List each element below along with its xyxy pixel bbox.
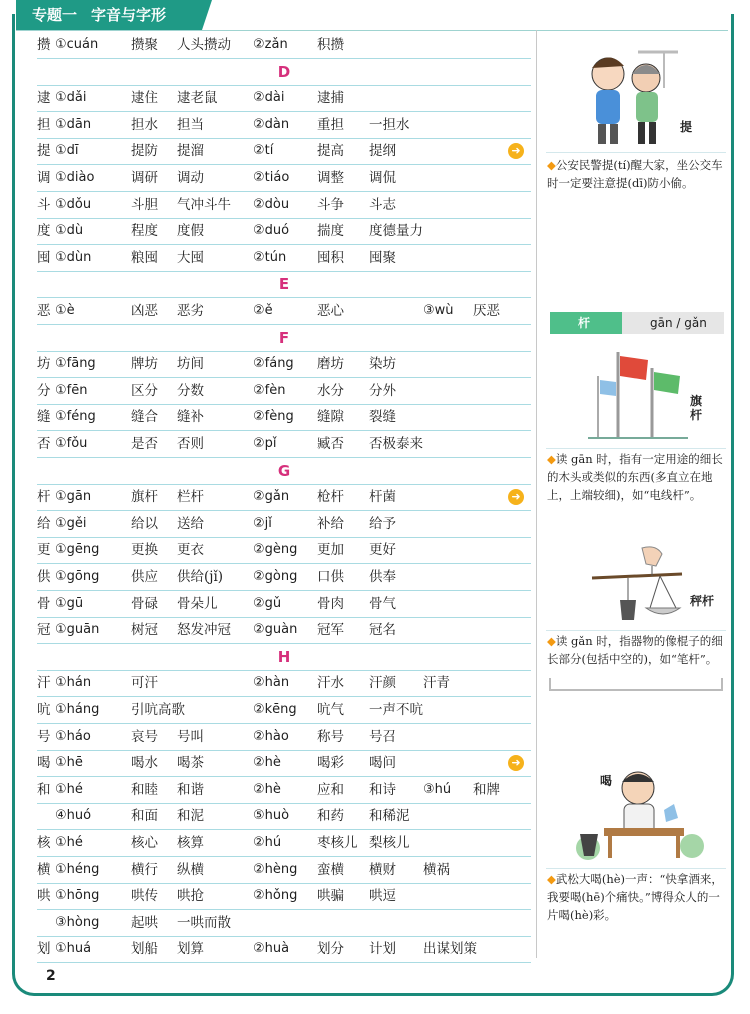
cell-r1: ①è: [55, 303, 75, 318]
cell-ch: 号: [37, 728, 51, 745]
cell-r1: ①guān: [55, 622, 100, 638]
cell-w2: 更衣: [177, 542, 204, 559]
cell-w2: 栏杆: [177, 489, 204, 506]
side-rule: [546, 152, 726, 153]
cell-w2: 气冲斗牛: [177, 196, 231, 213]
cell-w4: 提纲: [369, 143, 396, 160]
cell-ch: 划: [37, 941, 51, 958]
cell-w3: 囤积: [317, 249, 344, 266]
cell-r1: ①dǎi: [55, 90, 87, 106]
gan-note2: [547, 632, 727, 668]
cell-w2: 和泥: [177, 808, 204, 825]
section-letter: E: [37, 271, 531, 298]
cell-ch: 供: [37, 569, 51, 585]
cell-w1: 提防: [131, 143, 158, 160]
table-row: [37, 670, 531, 697]
cell-w2: 大囤: [177, 249, 204, 266]
cell-r2: ②dòu: [253, 196, 290, 212]
cell-ch: 哄: [37, 888, 51, 905]
cell-w4: 汗颜: [369, 675, 396, 692]
cell-w1: 起哄: [131, 914, 158, 931]
cell-w2: 提溜: [177, 143, 204, 160]
cell-r1: ①cuán: [55, 37, 99, 52]
cell-r2: ②huà: [253, 941, 290, 957]
cell-w4: 更好: [369, 542, 396, 559]
table-row: [37, 431, 531, 458]
cell-w1: 哀号: [131, 728, 158, 745]
cell-w1: 横行: [131, 861, 158, 878]
cell-w1: 可汗: [131, 675, 158, 692]
cell-w2: 人头攒动: [177, 37, 231, 53]
section-title: 字音与字形: [91, 6, 167, 24]
cell-w4: 调侃: [369, 170, 396, 186]
cell-w1: 凶恶: [131, 303, 158, 319]
cell-w2: 逮老鼠: [177, 90, 218, 107]
cell-w3: 缝隙: [317, 409, 344, 426]
cell-w2: 骨朵儿: [177, 595, 218, 612]
arrow-right-icon: ➜: [508, 143, 524, 159]
wusong-drinking-illustration: [574, 764, 704, 864]
cell-w1: 骨碌: [131, 595, 158, 612]
cell-w4: 冠名: [369, 622, 396, 639]
cell-w2: 坊间: [177, 356, 204, 373]
cell-w1: 担水: [131, 116, 158, 133]
cell-ch: 否: [37, 436, 51, 452]
cell-w4: 杆菌: [369, 489, 396, 506]
cell-w1: 缝合: [131, 409, 158, 426]
cell-w5: 横祸: [423, 861, 450, 878]
cell-w3: 吭气: [317, 702, 344, 718]
table-row: [37, 750, 531, 777]
cell-w2: 供给(jǐ): [177, 569, 224, 585]
cell-w1: 供应: [131, 569, 158, 585]
cell-w1: 树冠: [131, 622, 158, 639]
cell-r1: ①hé: [55, 781, 83, 797]
cell-r1: ④huó: [55, 808, 92, 824]
cell-r2: ⑤huò: [253, 808, 290, 824]
cell-r2: ②hè: [253, 781, 281, 797]
cell-r1: ①gěi: [55, 515, 87, 531]
cell-w4: 分外: [369, 382, 396, 399]
cell-r1: ①diào: [55, 170, 95, 185]
cell-ch: 攒: [37, 37, 51, 53]
table-row: [37, 245, 531, 272]
cell-w2: 哄抢: [177, 888, 204, 905]
table-row: [37, 85, 531, 112]
he-caption: 喝: [600, 774, 613, 788]
side-rule: [546, 630, 726, 631]
cell-w4: 度德量力: [369, 223, 423, 240]
table-row: [37, 564, 531, 591]
table-row: [37, 777, 531, 804]
cell-w3: 磨坊: [317, 356, 344, 373]
table-row: [37, 32, 531, 59]
cell-r1: ①dù: [55, 223, 84, 239]
cell-r1: ①fēn: [55, 382, 88, 398]
cell-w3: 汗水: [317, 675, 344, 692]
cell-w2: 核算: [177, 835, 204, 851]
diamond-icon: ◆: [547, 452, 556, 466]
cell-ch: 吭: [37, 702, 51, 718]
cell-ch: 坊: [37, 356, 51, 373]
cell-w1: 程度: [131, 223, 158, 240]
cell-w2: 和谐: [177, 781, 204, 798]
cell-w4: 梨核儿: [369, 835, 410, 851]
cell-w5: 汗青: [423, 675, 450, 692]
cell-ch: 和: [37, 781, 51, 798]
cell-w3: 更加: [317, 542, 344, 559]
section-letter: H: [37, 644, 531, 671]
cell-r2: ②gǎn: [253, 489, 290, 505]
diamond-icon: ◆: [547, 158, 556, 172]
gan-caption1: 旗杆: [690, 394, 703, 422]
table-row: [37, 351, 531, 378]
cell-w4: 供奉: [369, 569, 396, 585]
cell-r2: ②hèng: [253, 861, 298, 877]
he-note: [547, 870, 727, 924]
table-row: [37, 378, 531, 405]
table-row: [37, 218, 531, 245]
cell-w1: 攒聚: [131, 37, 158, 53]
cell-w1: 核心: [131, 835, 158, 851]
cell-w1: 区分: [131, 382, 158, 399]
cell-r1: ①féng: [55, 409, 96, 425]
cell-r2: ②guàn: [253, 622, 298, 638]
gan-topic-pinyin: gān / gǎn: [650, 316, 707, 330]
cell-w1: 旗杆: [131, 489, 158, 506]
cell-ch: 喝: [37, 755, 51, 772]
cell-w2: 号叫: [177, 728, 204, 745]
cell-r1: ①háng: [55, 702, 100, 717]
ti-caption: 提: [680, 120, 693, 134]
cell-w3: 补给: [317, 515, 344, 532]
cell-w3: 骨肉: [317, 595, 344, 612]
cell-r1: ①háo: [55, 728, 91, 744]
cell-r1: ①huá: [55, 941, 92, 957]
cell-w2: 担当: [177, 116, 204, 133]
arrow-right-icon: ➜: [508, 755, 524, 771]
cell-r2: ②zǎn: [253, 37, 288, 52]
cell-r2: ②hú: [253, 835, 282, 850]
cell-w3: 恶心: [317, 303, 344, 319]
cell-w3: 枣核儿: [317, 835, 358, 851]
cell-r3: ③wù: [423, 303, 454, 318]
cell-w2: 怒发冲冠: [177, 622, 231, 639]
cell-r1: ①gōng: [55, 569, 100, 584]
cell-r2: ②tiáo: [253, 170, 290, 185]
cell-w2: 划算: [177, 941, 204, 958]
cell-r2: ②kēng: [253, 702, 297, 717]
cell-w5: 出谋划策: [423, 941, 477, 958]
cell-w2: 缝补: [177, 409, 204, 426]
cell-w1: 逮住: [131, 90, 158, 107]
cell-w3: 划分: [317, 941, 344, 958]
cell-w1: 给以: [131, 515, 158, 532]
cell-w3: 喝彩: [317, 755, 344, 772]
cell-w4: 一声不吭: [369, 702, 423, 718]
table-row: [37, 910, 531, 937]
gan-caption2: 秤杆: [690, 594, 715, 608]
cell-r2: ②gòng: [253, 569, 298, 584]
cell-ch: 提: [37, 143, 51, 160]
cell-w1: 调研: [131, 170, 158, 186]
cell-r1: ①dān: [55, 116, 92, 132]
cell-w3: 称号: [317, 728, 344, 745]
cell-r2: ②fèn: [253, 382, 286, 398]
column-divider: [536, 30, 537, 958]
cell-r1: ①fāng: [55, 356, 96, 372]
flagpole-illustration: [588, 346, 688, 442]
bus-passengers-illustration: [578, 48, 688, 148]
cell-w3: 斗争: [317, 196, 344, 213]
cell-w3: 提高: [317, 143, 344, 160]
cell-r2: ②dài: [253, 90, 285, 106]
cell-ch: 冠: [37, 622, 51, 639]
cell-r2: ②duó: [253, 223, 290, 239]
cell-r1: ①hōng: [55, 888, 100, 904]
cell-w4: 和稀泥: [369, 808, 410, 825]
cell-r2: ②hào: [253, 728, 289, 744]
cell-r2: ②gǔ: [253, 595, 282, 611]
table-row: [37, 591, 531, 618]
cell-w1: 是否: [131, 436, 158, 452]
cell-r2: ②hè: [253, 755, 281, 771]
cell-ch: 担: [37, 116, 51, 133]
cell-w4: 横财: [369, 861, 396, 878]
cell-w3: 蛮横: [317, 861, 344, 878]
table-row: [37, 936, 531, 963]
cell-ch: 横: [37, 861, 51, 878]
cell-r3: ③hú: [423, 781, 452, 797]
cell-w1: 牌坊: [131, 356, 158, 373]
table-row: [37, 697, 531, 724]
table-row: [37, 165, 531, 192]
cell-w1: 引吭高歌: [131, 702, 185, 718]
cell-w2: 恶劣: [177, 303, 204, 319]
gan-note1: [547, 450, 727, 504]
cell-w1: 斗胆: [131, 196, 158, 213]
cell-ch: 缝: [37, 409, 51, 426]
cell-w3: 积攒: [317, 37, 344, 53]
cell-w2: 纵横: [177, 861, 204, 878]
table-row: [37, 511, 531, 538]
table-row: [37, 883, 531, 910]
cell-r2: ②ě: [253, 303, 273, 318]
gan-note1-text: 读 gān 时，指有一定用途的细长的木头或类似的东西(多直立在地上，上端较细)，如“电线杆”。: [547, 452, 723, 502]
side-rule: [546, 448, 726, 449]
cell-w1: 喝水: [131, 755, 158, 772]
cell-r2: ②fèng: [253, 409, 294, 425]
cell-r2: ②fáng: [253, 356, 294, 372]
cell-r2: ②hàn: [253, 675, 290, 691]
cell-w4: 喝问: [369, 755, 396, 772]
cell-w4: 号召: [369, 728, 396, 745]
cell-r1: ①gū: [55, 595, 84, 611]
cell-w1: 和面: [131, 808, 158, 825]
cell-r1: ①dǒu: [55, 196, 92, 212]
cell-w1: 哄传: [131, 888, 158, 905]
cell-w3: 口供: [317, 569, 344, 585]
cell-w1: 粮囤: [131, 249, 158, 266]
cell-ch: 核: [37, 835, 51, 851]
cell-w3: 重担: [317, 116, 344, 133]
cell-w4: 否极泰来: [369, 436, 423, 452]
cell-w2: 一哄而散: [177, 914, 231, 931]
cell-w5: 厌恶: [473, 303, 500, 319]
cell-ch: 恶: [37, 303, 51, 319]
section-header: [16, 0, 202, 30]
diamond-icon: ◆: [547, 634, 556, 648]
cell-r2: ②hǒng: [253, 888, 298, 904]
table-row: [37, 857, 531, 884]
cell-r2: ②gèng: [253, 542, 298, 558]
cell-w3: 冠军: [317, 622, 344, 639]
cell-r2: ②jǐ: [253, 515, 272, 531]
cell-r1: ①hē: [55, 755, 83, 771]
cell-r1: ③hòng: [55, 914, 100, 930]
cell-w3: 揣度: [317, 223, 344, 240]
section-label: 专题一: [32, 6, 78, 24]
cell-w1: 划船: [131, 941, 158, 958]
cell-w4: 计划: [369, 941, 396, 958]
cell-w1: 和睦: [131, 781, 158, 798]
table-row: [37, 484, 531, 511]
cell-ch: 给: [37, 515, 51, 532]
table-row: [37, 724, 531, 751]
cell-w2: 分数: [177, 382, 204, 399]
gan-topic-char: 杆: [578, 316, 591, 330]
cell-w3: 调整: [317, 170, 344, 186]
cell-r2: ②dàn: [253, 116, 290, 132]
cell-r1: ①gān: [55, 489, 92, 505]
cell-r1: ①dùn: [55, 249, 92, 265]
table-row: [37, 803, 531, 830]
cell-r1: ①fǒu: [55, 436, 88, 451]
cell-r1: ①héng: [55, 861, 100, 877]
cell-ch: 更: [37, 542, 51, 559]
cell-r2: ②tí: [253, 143, 274, 159]
cell-w2: 送给: [177, 515, 204, 532]
section-letter: F: [37, 325, 531, 352]
ti-note: [547, 156, 727, 192]
cell-ch: 调: [37, 170, 51, 186]
cell-w2: 喝茶: [177, 755, 204, 772]
bracket-line: [546, 674, 726, 696]
table-row: [37, 617, 531, 644]
cell-r1: ①dī: [55, 143, 79, 159]
table-row: [37, 830, 531, 857]
table-row: [37, 192, 531, 219]
gan-topic-bar: [550, 312, 724, 334]
table-row: [37, 298, 531, 325]
cell-ch: 汗: [37, 675, 51, 692]
cell-w2: 调动: [177, 170, 204, 186]
cell-w2: 否则: [177, 436, 204, 452]
cell-w1: 更换: [131, 542, 158, 559]
cell-ch: 分: [37, 382, 51, 399]
cell-r1: ①hán: [55, 675, 92, 691]
cell-w3: 哄骗: [317, 888, 344, 905]
cell-ch: 斗: [37, 196, 51, 213]
section-letter: D: [37, 59, 531, 86]
table-row: [37, 112, 531, 139]
table-row: [37, 404, 531, 431]
cell-w4: 给予: [369, 515, 396, 532]
cell-w4: 哄逗: [369, 888, 396, 905]
cell-w3: 水分: [317, 382, 344, 399]
cell-r2: ②pǐ: [253, 436, 277, 451]
gan-note2-text: 读 gǎn 时，指器物的像棍子的细长部分(包括中空的)，如“笔杆”。: [547, 634, 723, 666]
cell-ch: 度: [37, 223, 51, 240]
arrow-right-icon: ➜: [508, 489, 524, 505]
cell-w4: 囤聚: [369, 249, 396, 266]
cell-r1: ①hé: [55, 835, 83, 850]
top-rule: [16, 30, 728, 31]
cell-w4: 一担水: [369, 116, 410, 133]
diamond-icon: ◆: [547, 872, 556, 886]
cell-w3: 应和: [317, 781, 344, 798]
cell-w4: 骨气: [369, 595, 396, 612]
cell-r1: ①gēng: [55, 542, 100, 558]
he-note-text: 武松大喝(hè)一声：“快拿酒来，我要喝(hē)个痛快。”博得众人的一片喝(hè)彩。: [547, 872, 723, 922]
cell-ch: 囤: [37, 249, 51, 266]
cell-w3: 臧否: [317, 436, 344, 452]
cell-w4: 染坊: [369, 356, 396, 373]
cell-w5: 和牌: [473, 781, 500, 798]
cell-ch: 骨: [37, 595, 51, 612]
table-row: [37, 138, 531, 165]
cell-w3: 枪杆: [317, 489, 344, 506]
cell-ch: 逮: [37, 90, 51, 107]
cell-r2: ②tún: [253, 249, 287, 265]
cell-ch: 杆: [37, 489, 51, 506]
cell-w2: 度假: [177, 223, 204, 240]
side-rule: [546, 868, 726, 869]
cell-w4: 裂缝: [369, 409, 396, 426]
cell-w3: 和药: [317, 808, 344, 825]
cell-w4: 斗志: [369, 196, 396, 213]
table-row: [37, 537, 531, 564]
ti-note-text: 公安民警提(tí)醒大家，坐公交车时一定要注意提(dī)防小偷。: [547, 158, 723, 190]
page-number: 2: [46, 968, 56, 984]
section-letter: G: [37, 458, 531, 485]
cell-w3: 逮捕: [317, 90, 344, 107]
cell-w4: 和诗: [369, 781, 396, 798]
steelyard-illustration: [586, 544, 686, 628]
